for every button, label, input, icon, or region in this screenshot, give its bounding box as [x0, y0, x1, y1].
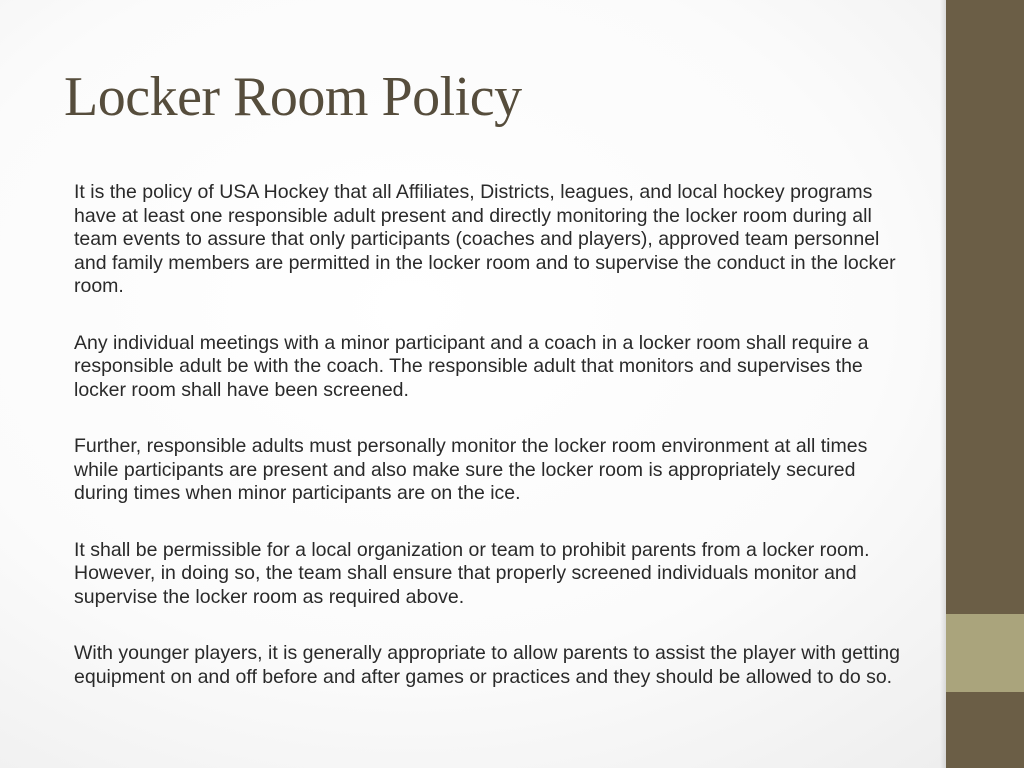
policy-paragraph-1: It is the policy of USA Hockey that all Affiliates, Districts, leagues, and local hockey programs have at least one responsible adult present and directly monitoring the locker room during all team events to assure that only participants (coaches and players), approved team personnel and family members are permitted in the locker room and to supervise the conduct in the locker room.	[74, 181, 896, 297]
policy-paragraph-2: Any individual meetings with a minor participant and a coach in a locker room shall require a responsible adult be with the coach. The responsible adult that monitors and supervises the locker room shall have been screened.	[74, 331, 869, 401]
slide-title: Locker Room Policy	[64, 66, 522, 128]
policy-paragraph-3: Further, responsible adults must personally monitor the locker room environment at all times while participants are present and also make sure the locker room is appropriately secured during times when minor participants are on the ice.	[74, 435, 868, 504]
side-band-accent-block	[946, 614, 1024, 692]
slide-body	[74, 181, 904, 722]
policy-paragraph-4: It shall be permissible for a local organization or team to prohibit parents from a locker room. However, in doing so, the team shall ensure that properly screened individuals monitor and supervise the locker room as required above.	[74, 538, 870, 608]
policy-paragraph-5: With younger players, it is generally appropriate to allow parents to assist the player with getting equipment on and off before and after games or practices and they should be allowed to do so.	[74, 642, 900, 688]
